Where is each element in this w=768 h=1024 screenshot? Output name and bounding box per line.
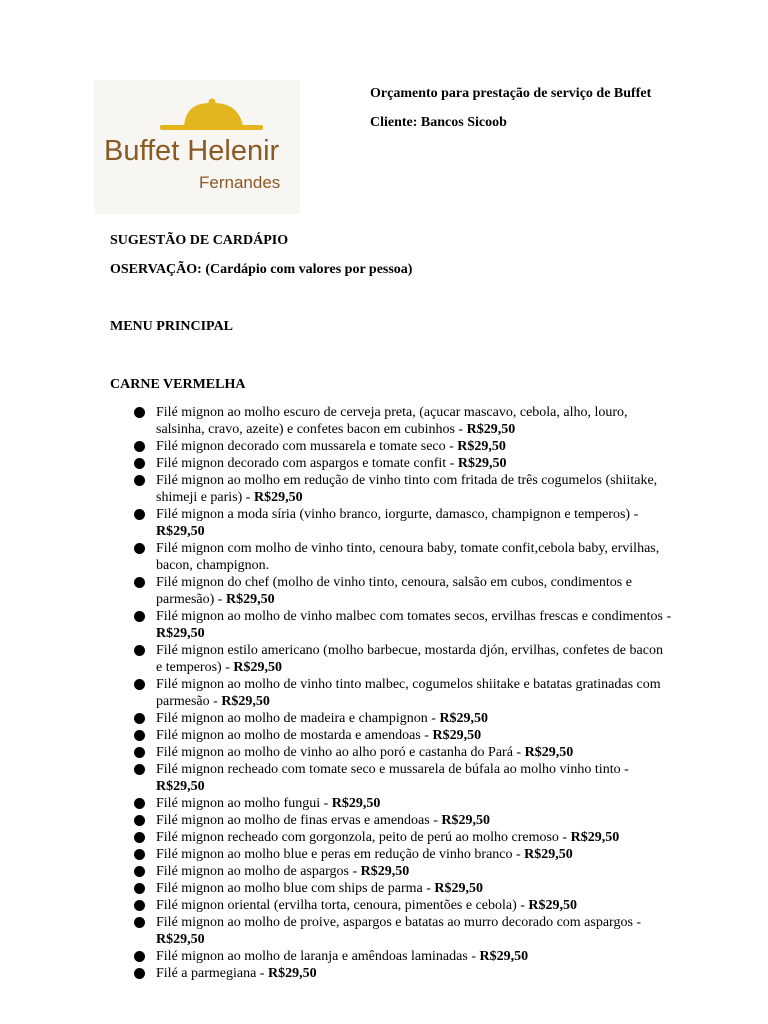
bullet-icon	[134, 849, 145, 860]
menu-item	[132, 404, 672, 438]
menu-item-text: Filé mignon ao molho de laranja e amêndoas laminadas -	[156, 949, 480, 964]
menu-item-text: Filé mignon ao molho de vinho tinto malbec, cogumelos shiitake e batatas gratinadas com parmesão -	[156, 677, 661, 709]
menu-item-text: Filé mignon ao molho blue e peras em redução de vinho branco -	[156, 847, 525, 862]
menu-item	[132, 438, 672, 455]
document-title: Orçamento para prestação de serviço de Buffet	[370, 86, 652, 101]
menu-item-price: R$29,50	[267, 966, 317, 981]
bullet-icon	[134, 543, 145, 554]
menu-item-text: Filé mignon ao molho fungui -	[156, 796, 332, 811]
menu-item	[132, 897, 672, 914]
bullet-icon	[134, 798, 145, 809]
menu-item-price: R$29,50	[457, 439, 506, 454]
menu-item-price: R$29,50	[233, 660, 282, 675]
bullet-icon	[134, 713, 145, 724]
menu-item-price: R$29,50	[434, 881, 484, 896]
logo-line1: Buffet Helenir	[104, 135, 280, 167]
menu-item	[132, 846, 672, 863]
bullet-icon	[134, 815, 145, 826]
bullet-icon	[134, 917, 145, 928]
menu-item-text: Filé mignon do chef (molho de vinho tinto, cenoura, salsão em cubos, condimentos e parmesão) -	[156, 575, 632, 607]
bullet-icon	[134, 747, 145, 758]
menu-item-price: R$29,50	[441, 813, 490, 828]
menu-item-price: R$29,50	[570, 830, 620, 845]
menu-item-price: R$29,50	[439, 711, 489, 726]
bullet-icon	[134, 509, 145, 520]
main-menu-heading: MENU PRINCIPAL	[110, 319, 234, 334]
bullet-icon	[134, 968, 145, 979]
bullet-icon	[134, 832, 145, 843]
bullet-icon	[134, 611, 145, 622]
bullet-icon	[134, 866, 145, 877]
menu-item	[132, 829, 672, 846]
menu-item-price: R$29,50	[524, 745, 574, 760]
menu-item	[132, 863, 672, 880]
menu-item-text: Filé mignon a moda síria (vinho branco, iorgurte, damasco, champignon e temperos) -	[156, 507, 639, 522]
menu-item	[132, 761, 672, 795]
buffet-logo	[94, 80, 300, 214]
menu-item-text: Filé mignon ao molho de vinho malbec com tomates secos, ervilhas frescas e condimentos -	[156, 609, 672, 624]
menu-item-text: Filé mignon ao molho de vinho ao alho poró e castanha do Pará -	[156, 745, 525, 760]
menu-item-text: Filé mignon recheado com gorgonzola, peito de perú ao molho cremoso -	[156, 830, 571, 845]
menu-item-price: R$29,50	[479, 949, 529, 964]
menu-item-text: Filé mignon ao molho blue com ships de parma -	[156, 881, 435, 896]
menu-item	[132, 965, 672, 982]
menu-item	[132, 472, 672, 506]
menu-item-price: R$29,50	[156, 779, 205, 794]
menu-item-text: Filé mignon ao molho de mostarda e amendoas -	[156, 728, 433, 743]
cloche-icon	[94, 80, 300, 214]
menu-item-text: Filé mignon oriental (ervilha torta, cenoura, pimentões e cebola) -	[156, 898, 529, 913]
red-meat-heading: CARNE VERMELHA	[110, 377, 246, 392]
menu-item-price: R$29,50	[524, 847, 573, 862]
menu-item-price: R$29,50	[432, 728, 482, 743]
menu-item-text: Filé mignon ao molho de aspargos -	[156, 864, 361, 879]
menu-item-text: Filé mignon recheado com tomate seco e mussarela de búfala ao molho vinho tinto -	[156, 762, 629, 777]
menu-list	[132, 404, 672, 982]
menu-item	[132, 455, 672, 472]
menu-item-price: R$29,50	[331, 796, 381, 811]
bullet-icon	[134, 577, 145, 588]
menu-item	[132, 506, 672, 540]
menu-item-price: R$29,50	[528, 898, 578, 913]
header	[370, 85, 651, 143]
menu-item-text: Filé mignon ao molho de finas ervas e amendoas -	[156, 813, 442, 828]
bullet-icon	[134, 475, 145, 486]
menu-item	[132, 676, 672, 710]
menu-item-price: R$29,50	[466, 422, 516, 437]
menu-item	[132, 608, 672, 642]
menu-item	[132, 880, 672, 897]
menu-item	[132, 795, 672, 812]
menu-item	[132, 642, 672, 676]
menu-item-price: R$29,50	[156, 932, 205, 947]
observation-note: OSERVAÇÃO: (Cardápio com valores por pessoa)	[110, 262, 413, 277]
menu-item	[132, 744, 672, 761]
menu-item-price: R$29,50	[457, 456, 507, 471]
menu-item	[132, 812, 672, 829]
menu-item-price: R$29,50	[253, 490, 303, 505]
menu-item-price: R$29,50	[156, 626, 205, 641]
menu-item-price: R$29,50	[225, 592, 275, 607]
menu-item-text: Filé mignon decorado com aspargos e tomate confit -	[156, 456, 458, 471]
bullet-icon	[134, 900, 145, 911]
menu-item	[132, 574, 672, 608]
menu-item-text: Filé mignon ao molho de proive, aspargos e batatas ao murro decorado com aspargos -	[156, 915, 642, 930]
menu-item-price: R$29,50	[221, 694, 270, 709]
menu-item	[132, 710, 672, 727]
bullet-icon	[134, 679, 145, 690]
bullet-icon	[134, 645, 145, 656]
menu-item-text: Filé mignon com molho de vinho tinto, cenoura baby, tomate confit,cebola baby, ervilhas, bacon, champignon.	[156, 541, 660, 573]
bullet-icon	[134, 951, 145, 962]
menu-item-text: Filé mignon decorado com mussarela e tomate seco -	[156, 439, 458, 454]
bullet-icon	[134, 764, 145, 775]
menu-item-text: Filé mignon ao molho de madeira e champignon -	[156, 711, 440, 726]
menu-item	[132, 914, 672, 948]
bullet-icon	[134, 407, 145, 418]
menu-item-price: R$29,50	[156, 524, 205, 539]
bullet-icon	[134, 458, 145, 469]
client-name: Cliente: Bancos Sicoob	[370, 115, 507, 130]
menu-item-text: Filé mignon ao molho em redução de vinho tinto com fritada de três cogumelos (shiitake, shimeji e paris) -	[156, 473, 658, 505]
menu-item	[132, 948, 672, 965]
menu-item	[132, 540, 672, 574]
menu-item-price: R$29,50	[360, 864, 410, 879]
menu-suggestion-heading: SUGESTÃO DE CARDÁPIO	[110, 233, 289, 248]
bullet-icon	[134, 883, 145, 894]
menu-item	[132, 727, 672, 744]
bullet-icon	[134, 730, 145, 741]
menu-item-text: Filé a parmegiana -	[156, 966, 268, 981]
logo-line2: Fernandes	[199, 173, 281, 192]
menu-item-text: Filé mignon estilo americano (molho barbecue, mostarda djón, ervilhas, confetes de bacon e temperos) -	[156, 643, 663, 675]
bullet-icon	[134, 441, 145, 452]
menu-item-text: Filé mignon ao molho escuro de cerveja preta, (açucar mascavo, cebola, alho, louro, salsinha, cravo, azeite) e confetes bacon em cubinhos -	[156, 405, 628, 437]
